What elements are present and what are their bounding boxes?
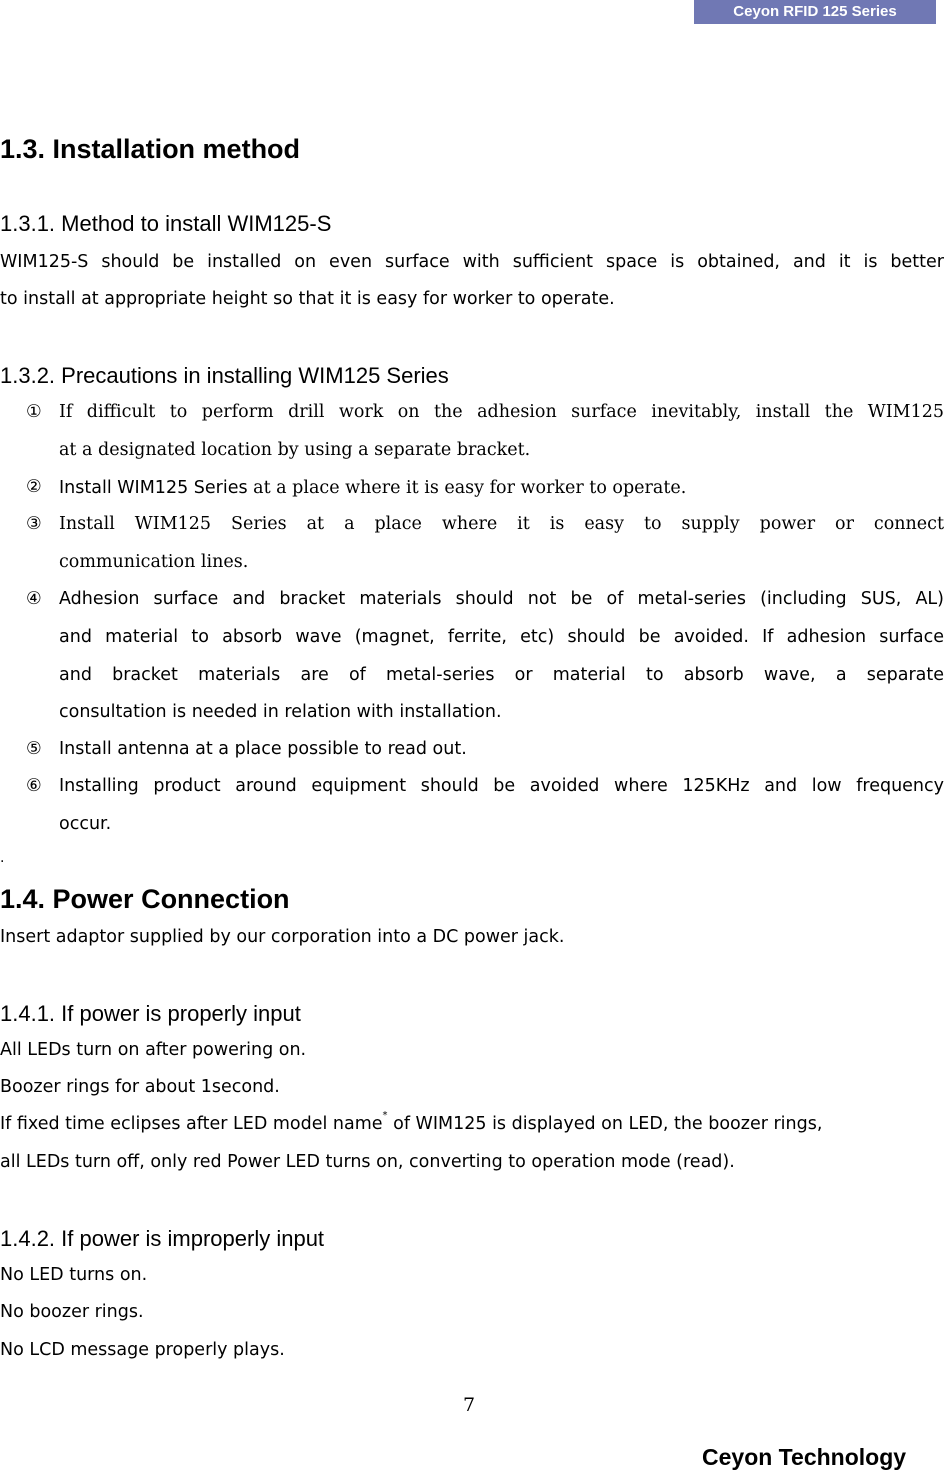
item-line: Install WIM125 Series at a place where it is easy to supply power or connect <box>59 514 944 534</box>
item-line: consultation is needed in relation with installation. <box>59 702 502 722</box>
section-1-4-1-line4: all LEDs turn off, only red Power LED turns on, converting to operation mode (read). <box>0 1152 735 1172</box>
item-line <box>59 477 686 498</box>
stray-dot: . <box>0 850 5 866</box>
item-line: occur. <box>59 814 112 834</box>
section-1-4-title: 1.4. Power Connection <box>0 884 290 914</box>
item-number: ④ <box>26 589 42 609</box>
footnote-marker: * <box>382 1110 388 1121</box>
item-number: ③ <box>26 514 42 534</box>
section-1-4-1-title: 1.4.1. If power is properly input <box>0 1001 301 1026</box>
line3-part: of WIM125 is displayed on LED, the boozer rings, <box>387 1114 823 1134</box>
item-line-part: Install WIM125 Series <box>59 478 254 498</box>
section-1-3-1-line2: to install at appropriate height so that it is easy for worker to operate. <box>0 289 615 309</box>
item-line: communication lines. <box>59 552 249 572</box>
item-number: ⑥ <box>26 776 42 796</box>
section-1-3-1-title: 1.3.1. Method to install WIM125-S <box>0 211 332 236</box>
item-line: Adhesion surface and bracket materials should not be of metal-series (including SUS, AL) <box>59 589 944 609</box>
section-1-4-2-title: 1.4.2. If power is improperly input <box>0 1226 325 1251</box>
section-1-4-2-line2: No boozer rings. <box>0 1302 144 1322</box>
section-1-4-1-line2: Boozer rings for about 1second. <box>0 1077 280 1097</box>
line3-part: If fixed time eclipses after LED model name <box>0 1114 383 1134</box>
item-number: ⑤ <box>26 739 42 759</box>
section-1-3-2-title: 1.3.2. Precautions in installing WIM125 Series <box>0 363 449 388</box>
header-series-badge: Ceyon RFID 125 Series <box>694 0 936 24</box>
item-line: and bracket materials are of metal-series or material to absorb wave, a separate <box>59 665 944 685</box>
section-1-4-2-line1: No LED turns on. <box>0 1265 148 1285</box>
section-1-4-2-line3: No LCD message properly plays. <box>0 1340 285 1360</box>
section-1-3-title: 1.3. Installation method <box>0 134 301 164</box>
section-1-4-line1: Insert adaptor supplied by our corporation into a DC power jack. <box>0 927 565 947</box>
section-1-4-1-line3 <box>0 1110 944 1134</box>
footer-company: Ceyon Technology <box>702 1444 907 1470</box>
item-line: and material to absorb wave (magnet, ferrite, etc) should be avoided. If adhesion surface <box>59 627 944 647</box>
item-line: at a designated location by using a separate bracket. <box>59 440 531 460</box>
item-number: ① <box>26 402 42 422</box>
item-line-part: at a place where it is easy for worker to operate. <box>253 478 687 498</box>
page-number: 7 <box>463 1394 476 1416</box>
section-1-3-1-line1: WIM125-S should be installed on even surface with sufficient space is obtained, and it is better <box>0 252 944 272</box>
item-line: Installing product around equipment should be avoided where 125KHz and low frequency <box>59 776 944 796</box>
item-number: ② <box>26 477 42 497</box>
section-1-4-1-line1: All LEDs turn on after powering on. <box>0 1040 307 1060</box>
item-line: If difficult to perform drill work on the adhesion surface inevitably, install the WIM125 <box>59 402 944 422</box>
item-line: Install antenna at a place possible to read out. <box>59 739 467 759</box>
